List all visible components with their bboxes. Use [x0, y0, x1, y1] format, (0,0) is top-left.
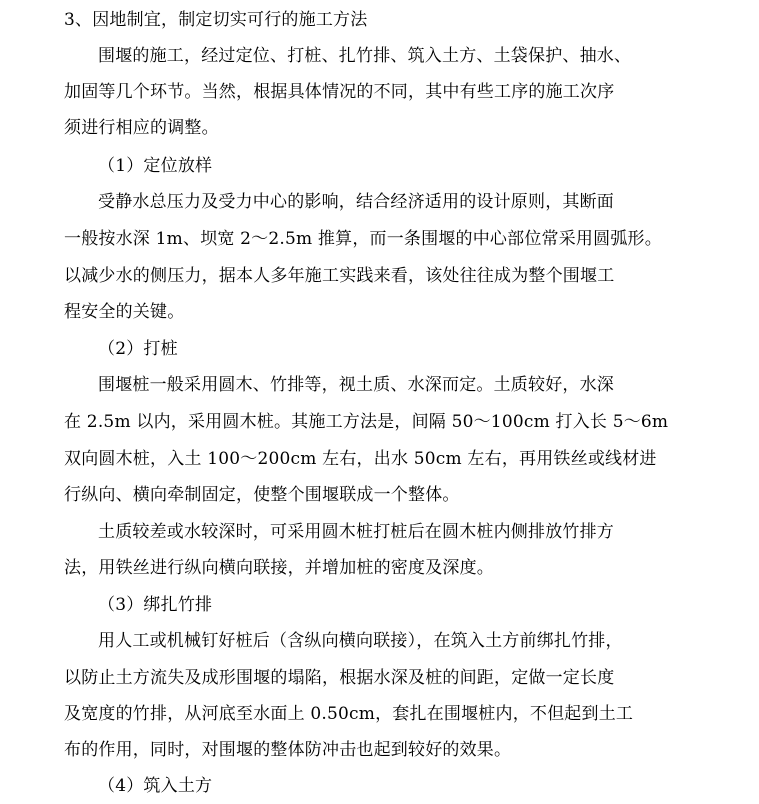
paragraph-line: 及宽度的竹排，从河底至水面上 0.50cm，套扎在围堰桩内，不但起到土工: [64, 704, 634, 724]
subsection-heading: （3）绑扎竹排: [98, 595, 213, 615]
paragraph-line: 双向圆木桩，入土 100～200cm 左右，出水 50cm 左右，再用铁丝或线材进: [64, 449, 657, 469]
paragraph-line: 用人工或机械钉好桩后（含纵向横向联接），在筑入土方前绑扎竹排，: [98, 631, 623, 651]
subsection-heading: （2）打桩: [98, 339, 178, 359]
paragraph-line: 土质较差或水较深时，可采用圆木桩打桩后在圆木桩内侧排放竹排方: [98, 522, 614, 542]
paragraph-line: 须进行相应的调整。: [64, 118, 219, 138]
paragraph-line: 法，用铁丝进行纵向横向联接，并增加桩的密度及深度。: [64, 558, 494, 578]
paragraph-line: 在 2.5m 以内，采用圆木桩。其施工方法是，间隔 50～100cm 打入长 5～6m: [64, 412, 669, 432]
paragraph-line: 一般按水深 1m、坝宽 2～2.5m 推算，而一条围堰的中心部位常采用圆弧形。: [64, 229, 662, 249]
paragraph-line: 以防止土方流失及成形围堰的塌陷，根据水深及桩的间距，定做一定长度: [64, 668, 615, 688]
paragraph-line: 围堰桩一般采用圆木、竹排等，视土质、水深而定。土质较好，水深: [98, 375, 614, 395]
paragraph-line: 行纵向、横向牵制固定，使整个围堰联成一个整体。: [64, 485, 460, 505]
paragraph-line: 围堰的施工，经过定位、打桩、扎竹排、筑入土方、土袋保护、抽水、: [98, 46, 632, 66]
subsection-heading: （4）筑入土方: [98, 776, 213, 796]
paragraph-line: 程安全的关键。: [64, 302, 185, 322]
paragraph-line: 布的作用，同时，对围堰的整体防冲击也起到较好的效果。: [64, 740, 512, 760]
subsection-heading: （1）定位放样: [98, 156, 213, 176]
paragraph-line: 受静水总压力及受力中心的影响，结合经济适用的设计原则，其断面: [98, 192, 614, 212]
paragraph-line: 以减少水的侧压力，据本人多年施工实践来看，该处往往成为整个围堰工: [64, 266, 615, 286]
section-heading: 3、因地制宜，制定切实可行的施工方法: [64, 10, 368, 30]
paragraph-line: 加固等几个环节。当然，根据具体情况的不同，其中有些工序的施工次序: [64, 82, 615, 102]
